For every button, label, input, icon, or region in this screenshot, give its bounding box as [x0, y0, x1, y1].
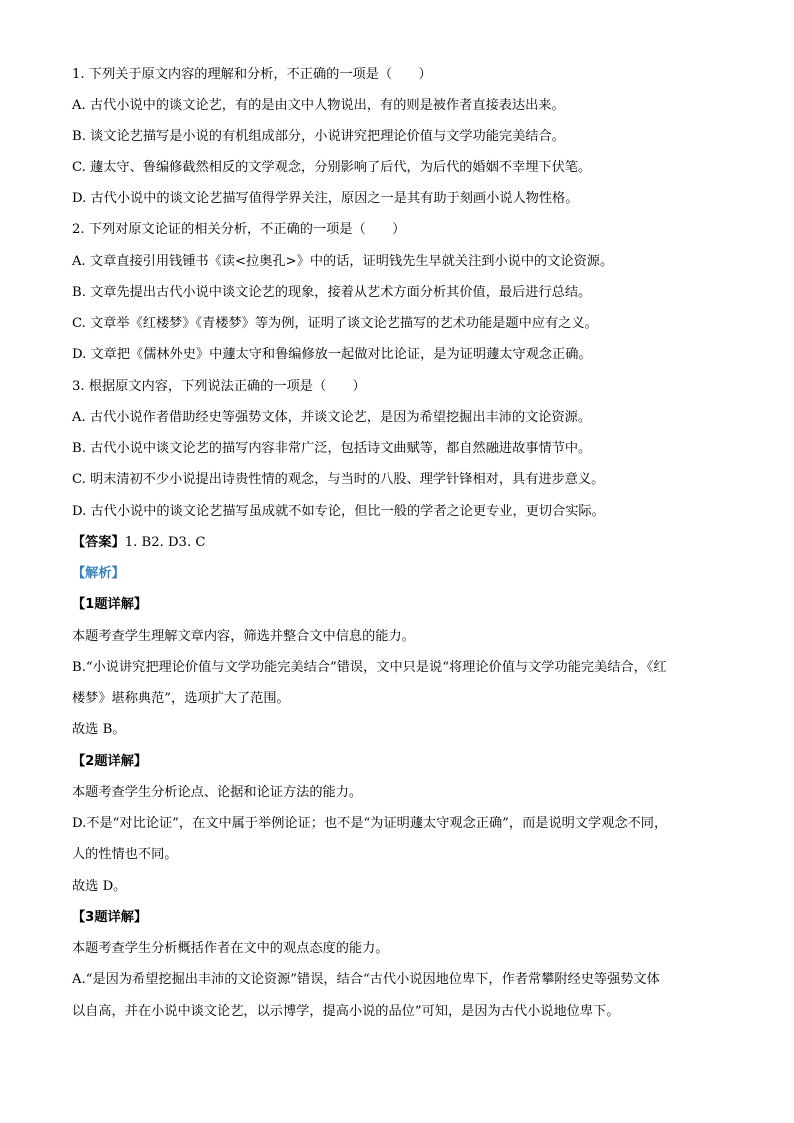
detail-2-line-3: 人的性情也不同。 [72, 847, 178, 862]
question-3-option-a: A. 古代小说作者借助经史等强势文体，并谈文论艺，是因为希望挖掘出丰沛的文论资源。 [72, 410, 592, 425]
question-1-option-c: C. 蘧太守、鲁编修截然相反的文学观念，分别影响了后代，为后代的婚姻不幸埋下伏笔。 [72, 160, 592, 175]
analysis-label: 【解析】 [72, 566, 125, 581]
question-2-option-d: D. 文章把《儒林外史》中蘧太守和鲁编修放一起做对比论证，是为证明蘧太守观念正确。 [72, 347, 592, 362]
question-3-option-c: C. 明末清初不少小说提出诗贵性情的观念，与当时的八股、理学针锋相对，具有进步意义。 [72, 472, 605, 487]
detail-1-line-2: B.“小说讲究把理论价值与文学功能完美结合”错误，文中只是说“将理论价值与文学功能完美结合，《红 [72, 660, 667, 675]
detail-3-line-2: A.“是因为希望挖掘出丰沛的文论资源”错误，结合“古代小说因地位卑下，作者常攀附经史等强势文体 [72, 972, 660, 987]
question-1-stem: 1. 下列关于原文内容的理解和分析，不正确的一项是（ ） [72, 67, 432, 82]
detail-2-line-4: 故选 D。 [72, 879, 127, 894]
question-3-option-b: B. 古代小说中谈文论艺的描写内容非常广泛，包括诗文曲赋等，都自然融进故事情节中。 [72, 441, 592, 456]
question-2-option-a: A. 文章直接引用钱锺书《读<拉奥孔>》中的话，证明钱先生早就关注到小说中的文论资源。 [72, 254, 614, 269]
question-2-option-c: C. 文章举《红楼梦》《青楼梦》等为例，证明了谈文论艺描写的艺术功能是题中应有之义。 [72, 316, 598, 331]
question-2-stem: 2. 下列对原文论证的相关分析，不正确的一项是（ ） [72, 222, 406, 237]
detail-2-label: 【2题详解】 [72, 754, 148, 769]
detail-1-line-1: 本题考查学生理解文章内容，筛选并整合文中信息的能力。 [72, 629, 415, 644]
question-1-option-b: B. 谈文论艺描写是小说的有机组成部分，小说讲究把理论价值与文学功能完美结合。 [72, 129, 565, 144]
detail-1-line-3: 楼梦》堪称典范”，选项扩大了范围。 [72, 691, 290, 706]
detail-1-line-4: 故选 B。 [72, 722, 126, 737]
detail-1-label: 【1题详解】 [72, 597, 148, 612]
detail-3-label: 【3题详解】 [72, 910, 148, 925]
detail-3-line-1: 本题考查学生分析概括作者在文中的观点态度的能力。 [72, 941, 389, 956]
question-1-option-a: A. 古代小说中的谈文论艺，有的是由文中人物说出，有的则是被作者直接表达出来。 [72, 98, 565, 113]
detail-2-line-2: D.不是“对比论证”，在文中属于举例论证；也不是“为证明蘧太守观念正确”，而是说明文学观念不同， [72, 816, 668, 831]
answer-label: 【答案】 [72, 535, 125, 550]
answer-line [72, 534, 205, 552]
question-3-stem: 3. 根据原文内容，下列说法正确的一项是（ ） [72, 379, 366, 394]
detail-2-line-1: 本题考查学生分析论点、论据和论证方法的能力。 [72, 785, 363, 800]
question-2-option-b: B. 文章先提出古代小说中谈文论艺的现象，接着从艺术方面分析其价值，最后进行总结。 [72, 285, 592, 300]
detail-3-line-3: 以自高，并在小说中谈文论艺，以示博学，提高小说的品位”可知，是因为古代小说地位卑下。 [72, 1004, 620, 1019]
question-1-option-d: D. 古代小说中的谈文论艺描写值得学界关注，原因之一是其有助于刻画小说人物性格。 [72, 191, 579, 206]
question-3-option-d: D. 古代小说中的谈文论艺描写虽成就不如专论，但比一般的学者之论更专业，更切合实际。 [72, 504, 605, 519]
answer-text: 1. B2. D3. C [124, 535, 206, 550]
